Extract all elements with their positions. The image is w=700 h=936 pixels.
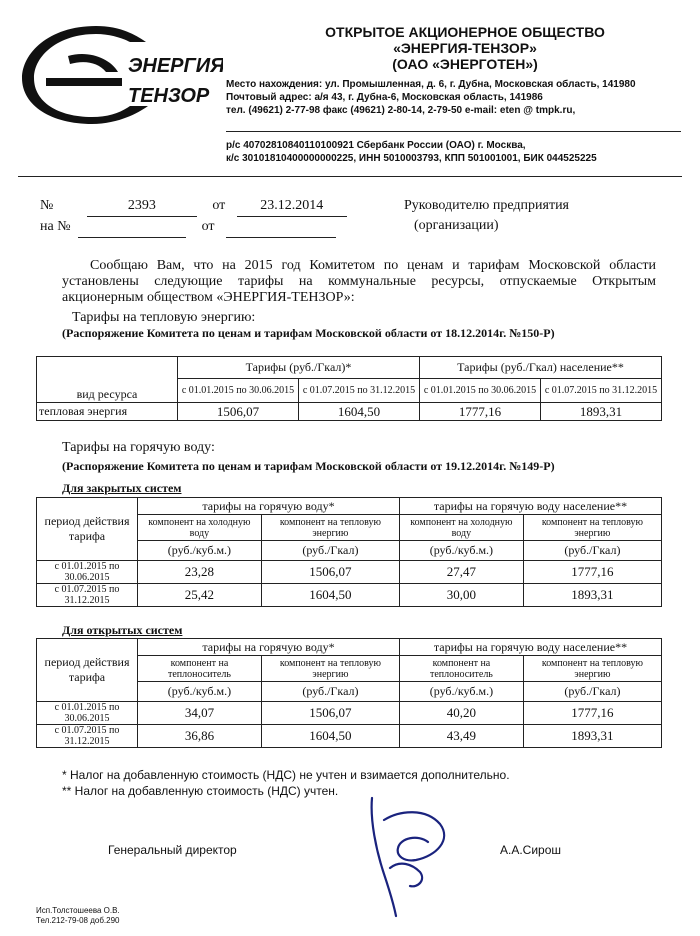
tariff-value: 1604,50	[261, 584, 399, 607]
closed-systems-table	[36, 497, 662, 607]
unit-header: (руб./Гкал)	[261, 541, 399, 561]
hot-water-decree: (Распоряжение Комитета по ценам и тарифам Московской области от 19.12.2014г. №149-Р)	[62, 459, 555, 473]
number-label: №	[40, 198, 54, 213]
heat-decree: (Распоряжение Комитета по ценам и тарифам Московской области от 18.12.2014г. №150-Р)	[62, 326, 555, 340]
tariff-value: 1506,07	[261, 702, 399, 725]
reference-number	[78, 217, 186, 238]
address-line: Место нахождения: ул. Промышленная, д. 6, г. Дубна, Московская область, 141980	[226, 79, 636, 90]
period-column-header: период действия тарифа	[37, 498, 138, 561]
reference-date-label: от	[201, 219, 215, 234]
logo-text-top: ЭНЕРГИЯ	[128, 55, 223, 77]
bank-line: р/с 40702810840110100921 Сбербанк России (ОАО) г. Москва,	[226, 140, 526, 151]
date-label: от	[212, 198, 226, 213]
unit-header: (руб./Гкал)	[261, 682, 399, 702]
unit-header: (руб./куб.м.)	[138, 682, 262, 702]
address-line: тел. (49621) 2-77-98 факс (49621) 2-80-14, 2-79-50 e-mail: eten @ tmpk.ru,	[226, 105, 576, 116]
component-header: компонент на тепловую энергию	[523, 656, 661, 682]
registration-block	[40, 196, 347, 238]
tariff-value: 1893,31	[523, 584, 661, 607]
tariff-value: 1506,07	[261, 561, 399, 584]
company-logo	[18, 20, 223, 130]
period-header: с 01.07.2015 по 31.12.2015	[541, 379, 662, 403]
unit-header: (руб./куб.м.)	[399, 682, 523, 702]
tariff-group-header: тарифы на горячую воду население**	[399, 498, 661, 515]
component-header: компонент на теплоноситель	[399, 656, 523, 682]
hot-water-title: Тарифы на горячую воду:	[62, 440, 215, 455]
closed-systems-title: Для закрытых систем	[62, 481, 182, 495]
org-line: (ОАО «ЭНЕРГОТЕН»)	[392, 56, 538, 72]
component-header: компонент на холодную воду	[399, 515, 523, 541]
bank-details	[226, 139, 686, 165]
org-line: ОТКРЫТОЕ АКЦИОНЕРНОЕ ОБЩЕСТВО	[325, 24, 605, 40]
resource-type-header: вид ресурса	[37, 357, 178, 403]
tariff-value: 1604,50	[261, 725, 399, 748]
tariff-value: 1777,16	[523, 702, 661, 725]
unit-header: (руб./куб.м.)	[399, 541, 523, 561]
tariff-group-header: тарифы на горячую воду население**	[399, 639, 661, 656]
signatory-name: А.А.Сирош	[500, 843, 562, 857]
tariff-value: 1893,31	[523, 725, 661, 748]
reference-date	[226, 217, 336, 238]
recipient	[404, 196, 569, 236]
tariff-value: 1777,16	[523, 561, 661, 584]
period-header: с 01.07.2015 по 31.12.2015	[299, 379, 420, 403]
intro-text: Сообщаю Вам, что на 2015 год Комитетом по ценам и тарифам Московской области установлены следующие тарифы на коммунальные ресурсы, отпускаемые Открытым акционерным обществом «ЭНЕРГИЯ-ТЕНЗОР»:	[62, 258, 656, 305]
component-header: компонент на холодную воду	[138, 515, 262, 541]
signatory-title: Генеральный директор	[108, 843, 237, 857]
unit-header: (руб./куб.м.)	[138, 541, 262, 561]
tariff-group-header: тарифы на горячую воду*	[138, 498, 400, 515]
tariff-group-header: Тарифы (руб./Гкал)*	[178, 357, 420, 379]
organization-address	[226, 78, 686, 117]
unit-header: (руб./Гкал)	[523, 541, 661, 561]
executor-phone: Тел.212-79-08 доб.290	[36, 916, 120, 925]
period-cell: с 01.01.2015 по 30.06.2015	[37, 561, 138, 584]
footnote: * Налог на добавленную стоимость (НДС) не учтен и взимается дополнительно.	[62, 768, 510, 782]
resource-name: тепловая энергия	[37, 403, 178, 421]
tariff-value: 34,07	[138, 702, 262, 725]
tariff-value: 25,42	[138, 584, 262, 607]
tariff-value: 43,49	[399, 725, 523, 748]
tariff-value: 1893,31	[541, 403, 662, 421]
reference-label: на №	[40, 219, 71, 234]
tariff-value: 1777,16	[420, 403, 541, 421]
tariff-value: 1506,07	[178, 403, 299, 421]
heat-tariff-table	[36, 356, 662, 421]
period-header: с 01.01.2015 по 30.06.2015	[420, 379, 541, 403]
period-header: с 01.01.2015 по 30.06.2015	[178, 379, 299, 403]
executor-name: Исп.Толстошеева О.В.	[36, 906, 120, 915]
component-header: компонент на тепловую энергию	[261, 515, 399, 541]
recipient-line: (организации)	[414, 218, 499, 233]
period-cell: с 01.01.2015 по 30.06.2015	[37, 702, 138, 725]
handwritten-signature	[360, 790, 455, 920]
period-column-header: период действия тарифа	[37, 639, 138, 702]
footnote: ** Налог на добавленную стоимость (НДС) учтен.	[62, 784, 339, 798]
executor-info	[36, 906, 120, 926]
period-cell: с 01.07.2015 по 31.12.2015	[37, 725, 138, 748]
unit-header: (руб./Гкал)	[523, 682, 661, 702]
tariff-group-header: Тарифы (руб./Гкал) население**	[420, 357, 662, 379]
open-systems-table	[36, 638, 662, 748]
tariff-value: 40,20	[399, 702, 523, 725]
address-line: Почтовый адрес: а/я 43, г. Дубна-6, Московская область, 141986	[226, 92, 543, 103]
recipient-line: Руководителю предприятия	[404, 198, 569, 213]
period-cell: с 01.07.2015 по 31.12.2015	[37, 584, 138, 607]
bank-line: к/с 30101810400000000225, ИНН 5010003793, КПП 501001001, БИК 044525225	[226, 153, 597, 164]
component-header: компонент на тепловую энергию	[261, 656, 399, 682]
letterhead-divider	[18, 176, 682, 177]
org-line: «ЭНЕРГИЯ-ТЕНЗОР»	[393, 40, 537, 56]
tariff-group-header: тарифы на горячую воду*	[138, 639, 400, 656]
logo-text-bottom: ТЕНЗОР	[128, 85, 210, 107]
tariff-value: 23,28	[138, 561, 262, 584]
organization-name	[250, 24, 680, 72]
component-header: компонент на тепловую энергию	[523, 515, 661, 541]
tariff-value: 27,47	[399, 561, 523, 584]
letter-body	[62, 258, 656, 306]
component-header: компонент на теплоноситель	[138, 656, 262, 682]
tariff-value: 1604,50	[299, 403, 420, 421]
tariff-value: 36,86	[138, 725, 262, 748]
letter-number: 2393	[87, 196, 197, 217]
open-systems-title: Для открытых систем	[62, 623, 183, 637]
letter-date: 23.12.2014	[237, 196, 347, 217]
heat-tariffs-title: Тарифы на тепловую энергию:	[72, 310, 256, 325]
tariff-value: 30,00	[399, 584, 523, 607]
header-divider	[226, 131, 681, 132]
